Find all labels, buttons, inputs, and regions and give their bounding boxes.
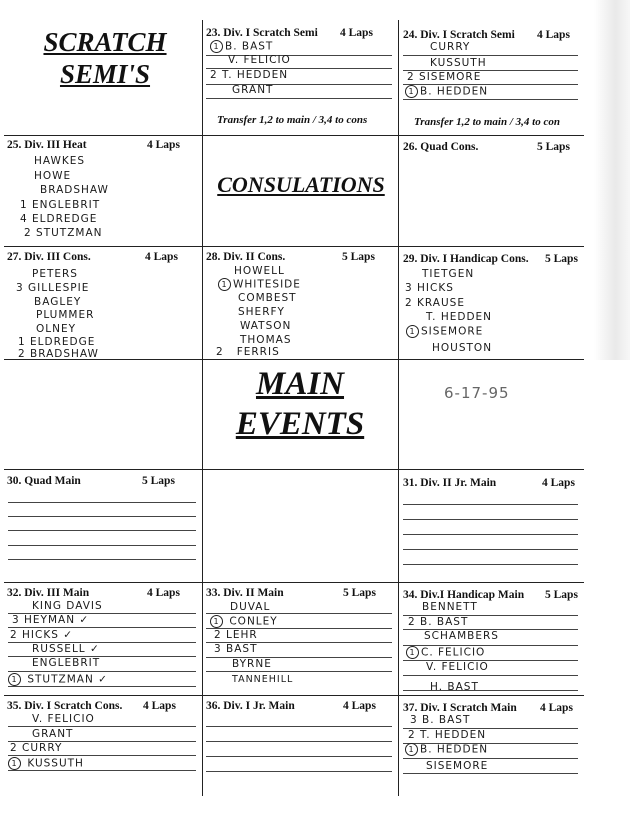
- racer-name: V. FELICIO: [228, 54, 291, 66]
- place-marker: 1: [405, 85, 418, 98]
- racer-name: PETERS: [32, 268, 78, 280]
- racer-name: CURRY: [430, 41, 471, 53]
- place-marker: 1: [406, 325, 419, 338]
- entry-line: [8, 502, 196, 503]
- place-marker: 1: [8, 757, 21, 770]
- racer-name: HEYMAN ✓: [24, 614, 90, 626]
- race-31-title: 31. Div. II Jr. Main: [403, 477, 497, 489]
- entry-line: [403, 504, 578, 505]
- entry-line: [403, 675, 578, 676]
- racer-name: HICKS ✓: [22, 629, 74, 641]
- race-34-title: 34. Div.I Handicap Main: [403, 589, 525, 601]
- race-33-laps: 5 Laps: [343, 587, 376, 599]
- consolations-heading: CONSULATIONS: [217, 172, 385, 197]
- race-32-entry: [32, 643, 100, 655]
- racer-name: SHERFY: [238, 306, 285, 318]
- place-marker: 1: [18, 336, 26, 348]
- racer-name: CURRY: [22, 742, 63, 754]
- racer-name: STUTZMAN ✓: [27, 673, 108, 686]
- place-marker: 1: [406, 646, 419, 659]
- race-34-entry: [408, 616, 468, 628]
- entry-line: [8, 530, 196, 531]
- racer-name: CONLEY: [229, 615, 278, 628]
- race-24-transfer: Transfer 1,2 to main / 3,4 to con: [414, 116, 560, 128]
- place-marker: 2: [405, 297, 413, 309]
- race-34-laps: 5 Laps: [545, 589, 578, 601]
- racer-name: SISEMORE: [426, 760, 489, 772]
- race-32-entry: [32, 657, 100, 669]
- race-29-entry: [405, 297, 465, 309]
- place-marker: 1: [405, 743, 418, 756]
- entry-line: [403, 564, 578, 565]
- racer-name: BENNETT: [422, 601, 478, 613]
- race-27-entry: [18, 336, 95, 348]
- racer-name: HICKS: [417, 282, 454, 294]
- place-marker: 1: [210, 40, 223, 53]
- entry-line: [206, 671, 392, 672]
- race-29-entry: [422, 268, 474, 280]
- racer-name: BAGLEY: [34, 296, 82, 308]
- place-marker: 1: [20, 199, 28, 211]
- race-28-title: 28. Div. II Cons.: [206, 251, 286, 263]
- race-31-laps: 4 Laps: [542, 477, 575, 489]
- race-27-entry: [36, 309, 94, 321]
- race-24-laps: 4 Laps: [537, 29, 570, 41]
- race-35-title: 35. Div. I Scratch Cons.: [7, 700, 123, 712]
- racer-name: B. BAST: [420, 616, 469, 628]
- race-37-entry: [410, 714, 470, 726]
- entry-line: [8, 516, 196, 517]
- grid-line: [4, 582, 584, 583]
- scan-shadow: [594, 0, 630, 360]
- racer-name: B. BAST: [225, 40, 274, 53]
- race-27-entry: [34, 296, 81, 308]
- race-23-laps: 4 Laps: [340, 27, 373, 39]
- entry-line: [206, 726, 392, 727]
- racer-name: BYRNE: [232, 658, 272, 670]
- entry-line: [403, 549, 578, 550]
- race-25-entry: [34, 170, 71, 182]
- race-33-entry: [232, 658, 272, 670]
- entry-line: [8, 627, 196, 628]
- race-34-entry: [424, 630, 499, 642]
- race-25-entry: [24, 227, 103, 239]
- racer-name: KUSSUTH: [27, 757, 84, 770]
- main-events-line-1: MAIN: [255, 366, 345, 402]
- racer-name: HOWELL: [234, 265, 285, 277]
- place-marker: 4: [20, 213, 28, 225]
- racer-name: B. HEDDEN: [420, 85, 489, 98]
- place-marker: 2: [24, 227, 32, 239]
- place-marker: 2: [10, 629, 18, 641]
- place-marker: 2: [408, 729, 416, 741]
- main-events-line-2: EVENTS: [235, 406, 365, 442]
- racer-name: PLUMMER: [36, 309, 95, 321]
- race-37-entry: [405, 743, 488, 756]
- race-37-entry: [408, 729, 486, 741]
- racer-name: ENGLEBRIT: [32, 657, 101, 669]
- race-33-entry: [214, 629, 258, 641]
- race-26-title: 26. Quad Cons.: [403, 141, 479, 153]
- racer-name: V. FELICIO: [426, 661, 489, 673]
- race-25-entry: [20, 213, 97, 225]
- place-marker: 1: [218, 278, 231, 291]
- race-28-entry: [238, 292, 297, 304]
- racer-name: ELDREDGE: [30, 336, 96, 348]
- racer-name: OLNEY: [36, 323, 77, 335]
- racer-name: HOUSTON: [432, 342, 493, 354]
- racer-name: HAWKES: [34, 155, 86, 167]
- place-marker: 2: [10, 742, 18, 754]
- race-34-entry: [422, 601, 478, 613]
- racer-name: SISEMORE: [421, 325, 484, 338]
- entry-line: [8, 559, 196, 560]
- race-23-entry: [228, 54, 291, 66]
- race-23-entry: [232, 84, 273, 96]
- racer-name: BRADSHAW: [30, 348, 99, 360]
- racer-name: RUSSELL ✓: [32, 643, 100, 655]
- racer-name: FERRIS: [236, 346, 280, 358]
- place-marker: 1: [210, 615, 223, 628]
- race-28-entry: [238, 306, 285, 318]
- race-24-entry: [407, 71, 481, 83]
- racer-name: HOWE: [34, 170, 72, 182]
- grid-line: [4, 135, 584, 136]
- race-27-entry: [32, 268, 78, 280]
- race-25-entry: [40, 184, 109, 196]
- place-marker: 2: [216, 346, 224, 358]
- racer-name: C. FELICIO: [421, 646, 486, 659]
- racer-name: GRANT: [32, 728, 74, 740]
- racer-name: V. FELICIO: [32, 713, 95, 725]
- race-33-entry: [230, 601, 270, 613]
- race-23-title: 23. Div. I Scratch Semi: [206, 27, 318, 39]
- racer-name: SCHAMBERS: [424, 630, 499, 642]
- race-25-entry: [34, 155, 85, 167]
- race-27-entry: [36, 323, 76, 335]
- racer-name: TIETGEN: [422, 268, 475, 280]
- scratch-semis-heading: [20, 26, 190, 90]
- race-30-title: 30. Quad Main: [7, 475, 81, 487]
- race-33-title: 33. Div. II Main: [206, 587, 284, 599]
- race-24-entry: [430, 57, 487, 69]
- place-marker: 3: [410, 714, 418, 726]
- entry-line: [206, 756, 392, 757]
- race-28-entry: [240, 334, 291, 346]
- entry-line: [8, 671, 196, 672]
- race-27-entry: [18, 348, 99, 360]
- racer-name: B. BAST: [422, 714, 471, 726]
- race-25-laps: 4 Laps: [147, 139, 180, 151]
- racer-name: KUSSUTH: [430, 57, 487, 69]
- racer-name: ENGLEBRIT: [32, 199, 101, 211]
- race-24-entry: [405, 85, 488, 98]
- racer-name: T. HEDDEN: [420, 729, 487, 741]
- racer-name: STUTZMAN: [36, 227, 103, 239]
- racer-name: WHITESIDE: [233, 278, 301, 291]
- race-37-title: 37. Div. I Scratch Main: [403, 702, 517, 714]
- race-28-entry: [218, 278, 301, 291]
- place-marker: 1: [8, 673, 21, 686]
- entry-line: [206, 771, 392, 772]
- race-34-entry: [426, 661, 489, 673]
- race-32-entry: [8, 673, 108, 686]
- racer-name: SISEMORE: [419, 71, 482, 83]
- race-36-laps: 4 Laps: [343, 700, 376, 712]
- handwritten-date: 6-17-95: [444, 384, 510, 402]
- race-33-entry: [214, 643, 258, 655]
- place-marker: 2: [18, 348, 26, 360]
- grid-line: [398, 20, 399, 796]
- race-37-laps: 4 Laps: [540, 702, 573, 714]
- racer-name: TANNEHILL: [232, 674, 294, 685]
- racer-name: KRAUSE: [417, 297, 465, 309]
- race-33-entry: [232, 674, 293, 685]
- race-35-entry: [32, 728, 73, 740]
- race-35-laps: 4 Laps: [143, 700, 176, 712]
- entry-line: [8, 770, 196, 771]
- race-32-laps: 4 Laps: [147, 587, 180, 599]
- main-events-heading: [205, 364, 395, 444]
- race-27-title: 27. Div. III Cons.: [7, 251, 91, 263]
- racer-name: T. HEDDEN: [426, 311, 493, 323]
- race-28-entry: [234, 265, 285, 277]
- race-35-entry: [8, 757, 84, 770]
- race-27-entry: [16, 282, 89, 294]
- grid-line: [4, 246, 584, 247]
- entry-line: [8, 726, 196, 727]
- race-32-entry: [12, 614, 89, 626]
- race-29-entry: [426, 311, 492, 323]
- place-marker: 2: [408, 616, 416, 628]
- racer-name: BAST: [226, 643, 258, 655]
- entry-line: [403, 773, 578, 774]
- race-32-entry: [10, 629, 73, 641]
- entry-line: [403, 99, 578, 100]
- racer-name: DUVAL: [230, 601, 271, 613]
- racer-name: THOMAS: [240, 334, 292, 346]
- race-32-title: 32. Div. III Main: [7, 587, 90, 599]
- race-23-entry: [210, 40, 273, 53]
- place-marker: 2: [407, 71, 415, 83]
- entry-line: [206, 613, 392, 614]
- race-37-entry: [426, 760, 488, 772]
- race-24-entry: [430, 41, 470, 53]
- race-35-entry: [10, 742, 62, 754]
- entry-line: [403, 534, 578, 535]
- entry-line: [403, 55, 578, 56]
- race-28-laps: 5 Laps: [342, 251, 375, 263]
- scratch-semis-line-2: SEMI'S: [59, 59, 151, 89]
- grid-line: [4, 695, 584, 696]
- racer-name: WATSON: [240, 320, 292, 332]
- race-26-laps: 5 Laps: [537, 141, 570, 153]
- race-23-transfer: Transfer 1,2 to main / 3,4 to cons: [217, 114, 368, 126]
- racer-name: ELDREDGE: [32, 213, 98, 225]
- race-34-entry: [406, 646, 485, 659]
- race-29-title: 29. Div. I Handicap Cons.: [403, 253, 529, 265]
- racer-name: LEHR: [226, 629, 258, 641]
- place-marker: 3: [12, 614, 20, 626]
- place-marker: 2: [210, 69, 218, 81]
- racer-name: BRADSHAW: [40, 184, 109, 196]
- race-29-laps: 5 Laps: [545, 253, 578, 265]
- racer-name: KING DAVIS: [32, 600, 103, 612]
- racer-name: GRANT: [232, 84, 274, 96]
- scratch-semis-line-1: SCRATCH: [43, 27, 167, 57]
- entry-line: [206, 741, 392, 742]
- race-32-entry: [32, 600, 103, 612]
- race-29-entry: [405, 282, 454, 294]
- racer-name: GILLESPIE: [28, 282, 90, 294]
- race-28-entry: [240, 320, 291, 332]
- race-29-entry: [432, 342, 492, 354]
- race-25-title: 25. Div. III Heat: [7, 139, 87, 151]
- entry-line: [403, 758, 578, 759]
- race-25-entry: [20, 199, 100, 211]
- racer-name: B. HEDDEN: [420, 743, 489, 756]
- entry-line: [8, 545, 196, 546]
- racer-name: H. BAST: [430, 681, 479, 693]
- race-23-entry: [210, 69, 288, 81]
- racer-name: T. HEDDEN: [222, 69, 289, 81]
- grid-line: [202, 20, 203, 796]
- race-35-entry: [32, 713, 95, 725]
- place-marker: 3: [16, 282, 24, 294]
- place-marker: 3: [214, 643, 222, 655]
- race-36-title: 36. Div. I Jr. Main: [206, 700, 295, 712]
- race-24-title: 24. Div. I Scratch Semi: [403, 29, 515, 41]
- race-27-laps: 4 Laps: [145, 251, 178, 263]
- place-marker: 3: [405, 282, 413, 294]
- entry-line: [8, 755, 196, 756]
- place-marker: 2: [214, 629, 222, 641]
- race-33-entry: [210, 615, 278, 628]
- race-34-entry: [430, 681, 479, 693]
- entry-line: [206, 98, 392, 99]
- entry-line: [8, 686, 196, 687]
- race-30-laps: 5 Laps: [142, 475, 175, 487]
- racer-name: COMBEST: [238, 292, 297, 304]
- grid-line: [4, 469, 584, 470]
- entry-line: [403, 519, 578, 520]
- race-28-entry: [216, 346, 280, 358]
- race-29-entry: [406, 325, 483, 338]
